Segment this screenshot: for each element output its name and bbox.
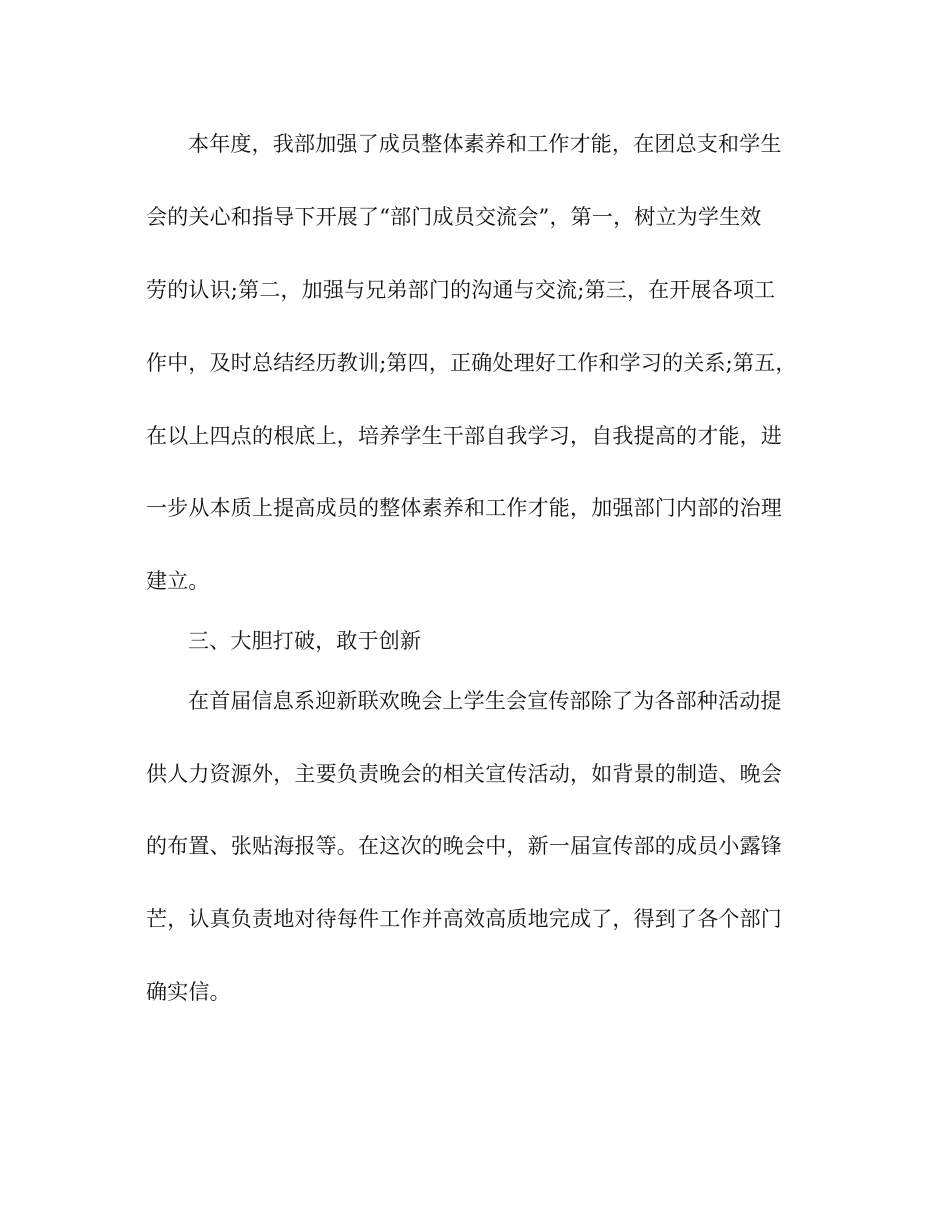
paragraph-1-line-2: 会的关心和指导下开展了“部门成员交流会”，第一，树立为学生效 bbox=[146, 205, 762, 229]
paragraph-2-line-4: 芒，认真负责地对待每件工作并高效高质地完成了，得到了各个部门 bbox=[146, 907, 782, 931]
paragraph-2-line-2: 供人力资源外，主要负责晚会的相关宣传活动，如背景的制造、晚会 bbox=[146, 762, 782, 786]
paragraph-2-line-1: 在首届信息系迎新联欢晚会上学生会宣传部除了为各部种活动提 bbox=[188, 689, 782, 713]
paragraph-1-line-6: 一步从本质上提高成员的整体素养和工作才能，加强部门内部的治理 bbox=[146, 496, 782, 520]
paragraph-2-line-3: 的布置、张贴海报等。在这次的晚会中，新一届宣传部的成员小露锋 bbox=[146, 834, 782, 858]
paragraph-1-line-7: 建立。 bbox=[146, 569, 210, 593]
paragraph-2-line-5: 确实信。 bbox=[146, 980, 231, 1004]
section-heading: 三、大胆打破，敢于创新 bbox=[188, 629, 422, 653]
paragraph-1-line-3: 劳的认识;第二，加强与兄弟部门的沟通与交流;第三，在开展各项工 bbox=[146, 278, 776, 302]
paragraph-1-line-4: 作中，及时总结经历教训;第四，正确处理好工作和学习的关系;第五， bbox=[146, 351, 797, 375]
paragraph-1-line-5: 在以上四点的根底上，培养学生干部自我学习，自我提高的才能，进 bbox=[146, 424, 782, 448]
paragraph-1-line-1: 本年度，我部加强了成员整体素养和工作才能，在团总支和学生 bbox=[188, 132, 782, 156]
